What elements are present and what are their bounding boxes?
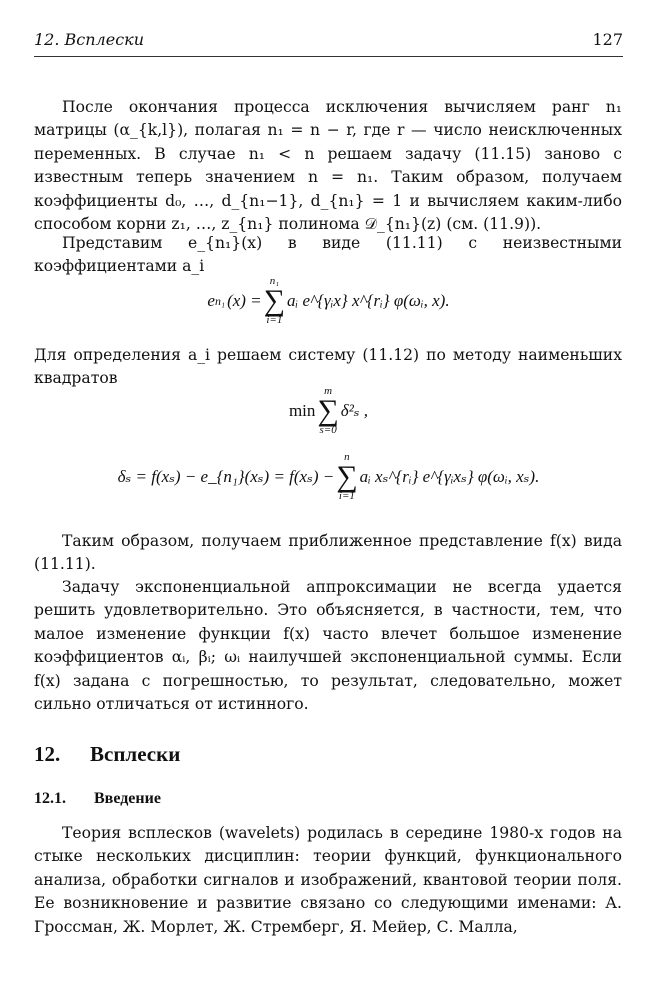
- formula-1-lhs-tail: (x) =: [227, 291, 262, 310]
- running-head: [34, 30, 623, 54]
- section-title: Всплески: [90, 742, 181, 766]
- formula-2-lower: s=0: [319, 424, 337, 436]
- formula-3-sum: [336, 452, 357, 502]
- page-number: 127: [592, 30, 623, 49]
- formula-1-sum: [264, 276, 285, 326]
- paragraph-4-text: Таким образом, получаем приближенное представление f(x) вида (11.11).: [34, 532, 622, 574]
- sigma-icon: ∑: [336, 460, 358, 493]
- paragraph-1: [34, 96, 622, 236]
- formula-exp-sum: e n₁ (x) = n₁ ∑ i=1 aᵢ e^{γᵢx} x^{rᵢ} φ(ωᵢ, x).: [207, 275, 450, 326]
- subsection-heading: [34, 790, 161, 808]
- formula-min: [0, 386, 657, 436]
- section-number: 12.: [34, 742, 61, 766]
- formula-3-body: aᵢ xₛ^{rᵢ} e^{γᵢxₛ} φ(ωᵢ, xₛ).: [359, 467, 540, 486]
- paragraph-5: [34, 576, 622, 716]
- formula-3-upper: n: [344, 451, 350, 463]
- paragraph-6: [34, 822, 622, 939]
- formula-2-upper: m: [324, 385, 333, 397]
- formula-2-lhs: min: [288, 401, 316, 420]
- paragraph-5-text: Задачу экспоненциальной аппроксимации не всегда удается решить удовлетворительно. Это объясняется, в частности, тем, что малое изменение функции f(x) часто влечет большое изменение коэффициентов αᵢ, βᵢ; ωᵢ наилучшей экспоненциальной суммы. Если f(x) задана с погрешностью, то результат, следовательно, может сильно отличаться от истинного.: [34, 578, 622, 714]
- formula-1-upper: n₁: [269, 275, 280, 287]
- formula-2-sum: [317, 386, 338, 436]
- paragraph-3-text: Для определения a_i решаем систему (11.12) по методу наименьших квадратов: [34, 346, 622, 388]
- formula-3-lhs: δₛ = f(xₛ) − e_{n₁}(xₛ) = f(xₛ) −: [117, 467, 335, 486]
- subsection-number: 12.1.: [34, 790, 66, 807]
- formula-3-lower: i=1: [338, 490, 355, 502]
- section-heading: [34, 742, 180, 767]
- formula-1-lhs: e: [207, 291, 215, 310]
- paragraph-2: [34, 232, 622, 279]
- paragraph-1-text: После окончания процесса исключения вычисляем ранг n₁ матрицы (α_{k,l}), полагая n₁ = n − r, где r — число неисключенных переменных. В случае n₁ < n решаем задачу (11.15) заново с известным теперь значением n = n₁. Таким образом, получаем коэффициенты d₀, …, d_{n₁−1}, d_{n₁} = 1 и вычисляем каким-либо способом корни z₁, …, z_{n₁} полинома 𝒟_{n₁}(z) (см. (11.9)).: [34, 98, 622, 234]
- paragraph-3: [34, 344, 622, 391]
- sigma-icon: ∑: [263, 284, 286, 317]
- paragraph-2-text: Представим e_{n₁}(x) в виде (11.11) с неизвестными коэффициентами a_i: [34, 234, 622, 276]
- header-rule: [34, 56, 623, 57]
- paragraph-6-text: Теория всплесков (wavelets) родилась в середине 1980-х годов на стыке нескольких дисциплин: теории функций, функционального анализа, обработки сигналов и изображений, квантовой теории поля. Ее возникновение и развитие связано со следующими именами: А. Гроссман, Ж. Морлет, Ж. Стремберг, Я. Мейер, С. Малла,: [34, 824, 622, 936]
- formula-1-lower: i=1: [266, 314, 283, 326]
- formula-1-body: aᵢ e^{γᵢx} x^{rᵢ} φ(ωᵢ, x).: [287, 291, 450, 310]
- formula-delta: [0, 452, 657, 502]
- paragraph-4: [34, 530, 622, 577]
- running-head-title: 12. Всплески: [34, 30, 145, 49]
- sigma-icon: ∑: [317, 394, 339, 427]
- formula-2-body: δ²ₛ ,: [340, 401, 369, 420]
- subsection-title: Введение: [94, 790, 161, 807]
